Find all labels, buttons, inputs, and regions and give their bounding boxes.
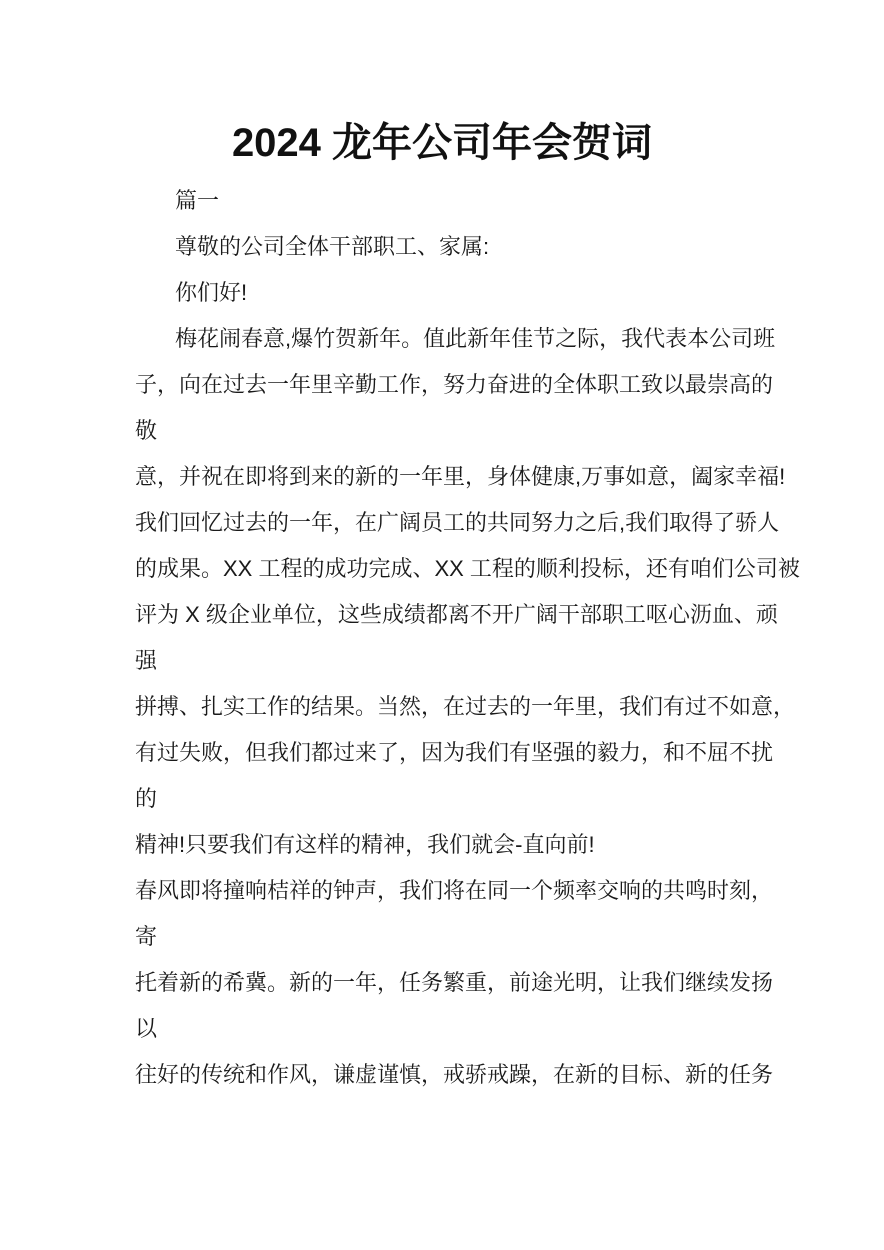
- document-line: 意，并祝在即将到来的新的一年里，身体健康,万事如意，阖家幸福!: [135, 464, 786, 489]
- document-line: 强: [135, 648, 158, 673]
- document-line: 春风即将撞响桔祥的钟声，我们将在同一个频率交响的共鸣时刻，: [135, 878, 774, 903]
- document-line: 梅花闹春意,爆竹贺新年。值此新年佳节之际，我代表本公司班: [175, 326, 776, 351]
- document-line: 尊敬的公司全体干部职工、家属:: [175, 234, 490, 259]
- document-line: 往好的传统和作风，谦虚谨慎，戒骄戒躁，在新的目标、新的任务: [135, 1062, 774, 1087]
- document-line: 托着新的希冀。新的一年，任务繁重，前途光明，让我们继续发扬: [135, 970, 774, 995]
- document-line: 评为 X 级企业单位，这些成绩都离不开广阔干部职工呕心沥血、顽: [135, 602, 778, 627]
- document-line: 的: [135, 786, 158, 811]
- document-line: 子，向在过去一年里辛勤工作，努力奋进的全体职工致以最崇高的: [135, 372, 774, 397]
- document-line: 拼搏、扎实工作的结果。当然，在过去的一年里，我们有过不如意，: [135, 694, 796, 719]
- document-line: 我们回忆过去的一年，在广阔员工的共同努力之后,我们取得了骄人: [135, 510, 780, 535]
- document-line: 有过失败，但我们都过来了，因为我们有坚强的毅力，和不屈不扰: [135, 740, 774, 765]
- document-line: 寄: [135, 924, 158, 949]
- document-body: [135, 178, 800, 1098]
- document-line: 以: [135, 1016, 158, 1041]
- document-line: 敬: [135, 418, 158, 443]
- document-title: 2024 龙年公司年会贺词: [231, 121, 653, 165]
- document-line: 的成果。XX 工程的成功完成、XX 工程的顺利投标，还有咱们公司被: [135, 556, 800, 581]
- document-line: 精神!只要我们有这样的精神，我们就会-直向前!: [135, 832, 595, 857]
- document-line: 篇一: [175, 188, 220, 213]
- document-line: 你们好!: [175, 280, 248, 305]
